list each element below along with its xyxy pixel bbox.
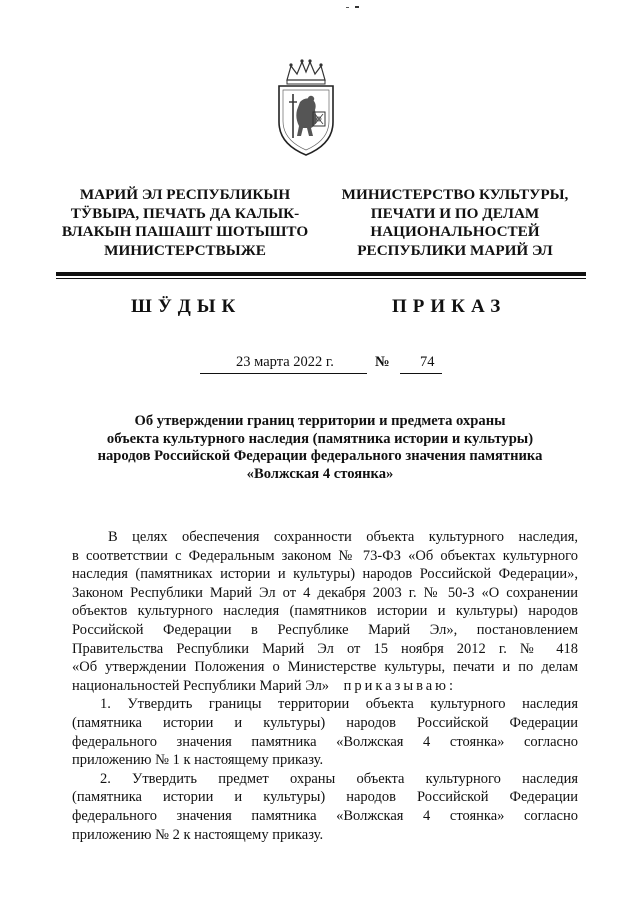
header-left-line: МИНИСТЕРСТВЫЖЕ [104, 241, 266, 259]
order-body [72, 528, 578, 844]
body-line: наследия (памятниках истории и культуры) народов Российской Федерации», [72, 566, 578, 583]
body-line: объектов культурного наследия (памятников истории и культуры) народов [72, 603, 578, 620]
body-line: «Об утверждении Положения о Министерстве культуры, печати и по делам [72, 659, 578, 676]
item2-line: федерального значения памятника «Волжская 4 стоянка» согласно [72, 807, 578, 824]
header-left-line: ТӰВЫРА, ПЕЧАТЬ ДА КАЛЫК- [70, 204, 300, 222]
closing-text: национальностей Республики Марий Эл» [72, 677, 330, 694]
order-word-russian: ПРИКАЗ [392, 296, 507, 317]
header-marij-el-block [60, 186, 310, 260]
title-line: объекта культурного наследия (памятника истории и культуры) [106, 430, 534, 447]
order-number-sign: № [375, 354, 390, 370]
body-line: В целях обеспечения сохранности объекта культурного наследия, [108, 529, 578, 545]
title-line: народов Российской Федерации федерального значения памятника [97, 448, 543, 464]
order-title [70, 413, 570, 483]
header-right-line: РЕСПУБЛИКИ МАРИЙ ЭЛ [357, 241, 553, 259]
header-divider-thin [56, 278, 586, 279]
number-underline [400, 373, 442, 374]
body-line-closing [72, 677, 578, 696]
item1-line: 1. Утвердить границы территории объекта культурного наследия [100, 696, 578, 713]
coat-of-arms-emblem [273, 58, 339, 158]
body-line: в соответствии с Федеральным законом № 73-ФЗ «Об объектах культурного [72, 547, 578, 564]
order-number: 74 [420, 354, 435, 370]
item2-line: (памятника истории и культуры) народов Российской Федерации [72, 789, 578, 806]
header-right-line: НАЦИОНАЛЬНОСТЕЙ [370, 223, 540, 240]
item1-line: (памятника истории и культуры) народов Российской Федерации [72, 714, 578, 731]
header-right-line: МИНИСТЕРСТВО КУЛЬТУРЫ, [341, 186, 569, 203]
header-divider-thick [56, 272, 586, 276]
item2-line: 2. Утвердить предмет охраны объекта культурного наследия [100, 770, 578, 787]
item2-line: приложению № 2 к настоящему приказу. [72, 826, 324, 843]
title-line: «Волжская 4 стоянка» [246, 465, 394, 482]
header-left-line: МАРИЙ ЭЛ РЕСПУБЛИКЫН [79, 186, 291, 203]
title-line: Об утверждении границ территории и предмета охраны [134, 413, 506, 429]
order-verb: приказываю: [343, 677, 457, 694]
order-word-marij: ШӰДЫК [131, 296, 242, 317]
body-line: Российской Федерации в Республике Марий Эл», постановлением [72, 621, 578, 638]
scan-mark [346, 6, 360, 9]
item1-line: приложению № 1 к настоящему приказу. [72, 752, 324, 769]
body-line: Правительства Республики Марий Эл от 15 ноября 2012 г. № 418 [72, 640, 578, 657]
header-left-line: ВЛАКЫН ПАШАШТ ШОТЫШТО [61, 223, 309, 240]
order-date: 23 марта 2022 г. [236, 354, 334, 370]
item1-line: федерального значения памятника «Волжская 4 стоянка» согласно [72, 733, 578, 750]
body-line: Законом Республики Марий Эл от 4 декабря 2003 г. № 50-З «О сохранении [72, 584, 578, 601]
header-russian-block [330, 186, 580, 260]
date-underline [200, 373, 367, 374]
header-right-line: ПЕЧАТИ И ПО ДЕЛАМ [370, 204, 540, 222]
